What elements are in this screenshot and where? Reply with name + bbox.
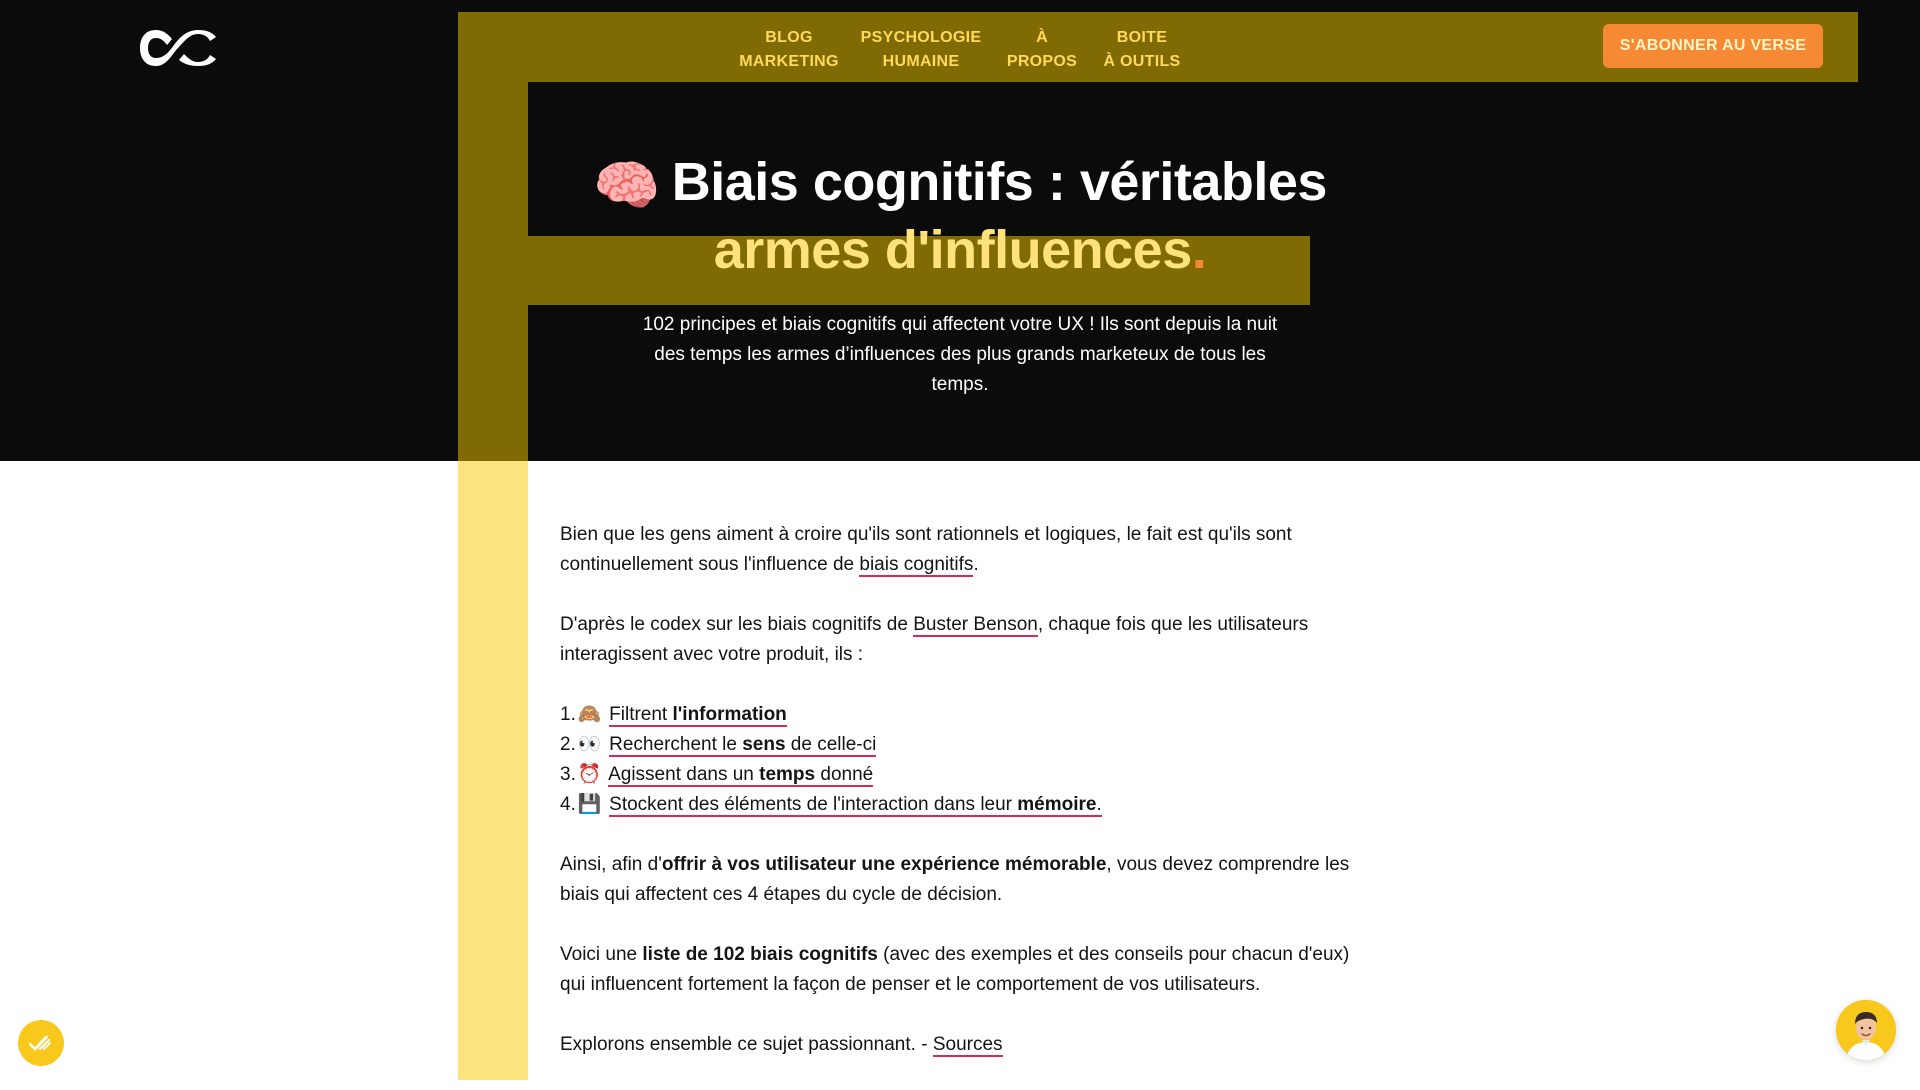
nav-label-line1: À	[1036, 29, 1048, 46]
link-bold: temps	[759, 764, 816, 785]
list-number: 1.	[560, 704, 576, 725]
list-number: 3.	[560, 764, 576, 785]
link-text: Stockent des éléments de l'interaction dans leur	[609, 794, 1018, 815]
nav-label-line1: BOITE	[1116, 29, 1168, 46]
link-text: .	[1096, 794, 1102, 815]
title-line1: Biais cognitifs : véritables	[671, 152, 1327, 212]
list-link-agissent[interactable]	[608, 764, 873, 787]
paragraph-text: (avec des exemples et des conseils pour chacun d'eux) qui influencent fortement la façon de penser et le comportement de vos utilisateurs.	[560, 944, 1350, 995]
paragraph-text: , vous devez comprendre les biais qui affectent ces 4 étapes du cycle de décision.	[560, 854, 1350, 905]
link-text: Filtrent	[609, 704, 673, 725]
title-line2: armes d'influences	[713, 219, 1192, 280]
link-text: de celle-ci	[785, 734, 877, 755]
nav-label-line1: BLOG	[765, 29, 813, 46]
nav-label-line2: MARKETING	[739, 53, 839, 70]
list-link-recherchent[interactable]	[609, 734, 876, 757]
list-link-stockent[interactable]	[609, 794, 1102, 817]
chat-support-button[interactable]	[1836, 1000, 1896, 1060]
support-avatar-icon	[1836, 1000, 1896, 1060]
paragraph-text: .	[973, 554, 979, 575]
link-bold: l'information	[672, 704, 787, 725]
decision-steps-list	[560, 700, 1360, 820]
nav-label-line2: À OUTILS	[1103, 53, 1181, 70]
list-number: 4.	[560, 794, 576, 815]
brain-emoji-icon: 🧠	[593, 155, 660, 216]
paragraph-explorons	[560, 1030, 1360, 1060]
paragraph-bold: offrir à vos utilisateur une expérience mémorable	[661, 854, 1107, 875]
paragraph-text: , chaque fois que les utilisateurs interagissent avec votre produit, ils :	[560, 614, 1309, 665]
nav-blog-marketing[interactable]	[734, 26, 844, 74]
accent-bar-dark	[458, 82, 528, 461]
paragraph-text: Bien que les gens aiment à croire qu'ils sont rationnels et logiques, le fait est qu'ils sont continuellement sous l'influence de	[560, 524, 1292, 575]
oc-logo-icon	[138, 24, 218, 72]
nav-a-propos[interactable]	[1002, 26, 1082, 74]
paragraph-intro	[560, 520, 1360, 580]
floppy-disk-icon: 💾	[577, 794, 602, 815]
double-check-icon	[18, 1020, 64, 1066]
alarm-clock-icon: ⏰	[577, 764, 602, 785]
list-item	[560, 790, 1360, 820]
paragraph-text: Voici une	[560, 944, 643, 965]
site-logo[interactable]	[138, 24, 218, 72]
nav-label-line2: HUMAINE	[882, 53, 960, 70]
list-item	[560, 730, 1360, 760]
see-no-evil-icon: 🙈	[577, 704, 602, 725]
nav-label-line1: PSYCHOLOGIE	[860, 29, 982, 46]
paragraph-bold: liste de 102 biais cognitifs	[642, 944, 878, 965]
hero-subtitle: 102 principes et biais cognitifs qui affectent votre UX ! Ils sont depuis la nuit des temps les armes d’influences des plus grands marketeux de tous les temps.	[642, 314, 1278, 395]
link-text: Recherchent le	[609, 734, 743, 755]
link-bold: mémoire	[1017, 794, 1097, 815]
eyes-icon: 👀	[577, 734, 602, 755]
list-link-filtrent[interactable]	[609, 704, 787, 727]
link-buster-benson[interactable]: Buster Benson	[913, 614, 1038, 635]
accent-bar-light	[458, 461, 528, 1080]
title-dot: .	[1191, 219, 1207, 280]
paragraph-ainsi	[560, 850, 1360, 910]
nav-label-line2: PROPOS	[1006, 53, 1078, 70]
paragraph-text: Explorons ensemble ce sujet passionnant. -	[560, 1034, 933, 1055]
nav-psychologie-humaine[interactable]	[856, 26, 986, 74]
list-item	[560, 760, 1360, 790]
link-text: Agissent dans un	[608, 764, 760, 785]
link-bold: sens	[742, 734, 786, 755]
paragraph-codex	[560, 610, 1360, 670]
article-body	[560, 520, 1360, 1090]
cookie-consent-button[interactable]	[18, 1020, 64, 1066]
link-biais-cognitifs[interactable]: biais cognitifs	[859, 554, 974, 575]
list-item	[560, 700, 1360, 730]
subscribe-button[interactable]: S'ABONNER AU VERSE	[1603, 24, 1823, 68]
nav-boite-a-outils[interactable]	[1094, 26, 1190, 74]
paragraph-text: D'après le codex sur les biais cognitifs de	[560, 614, 914, 635]
page-title	[560, 150, 1360, 282]
paragraph-voici	[560, 940, 1360, 1000]
link-text: donné	[815, 764, 874, 785]
list-number: 2.	[560, 734, 576, 755]
paragraph-text: Ainsi, afin d'	[560, 854, 662, 875]
link-sources[interactable]: Sources	[932, 1034, 1003, 1055]
